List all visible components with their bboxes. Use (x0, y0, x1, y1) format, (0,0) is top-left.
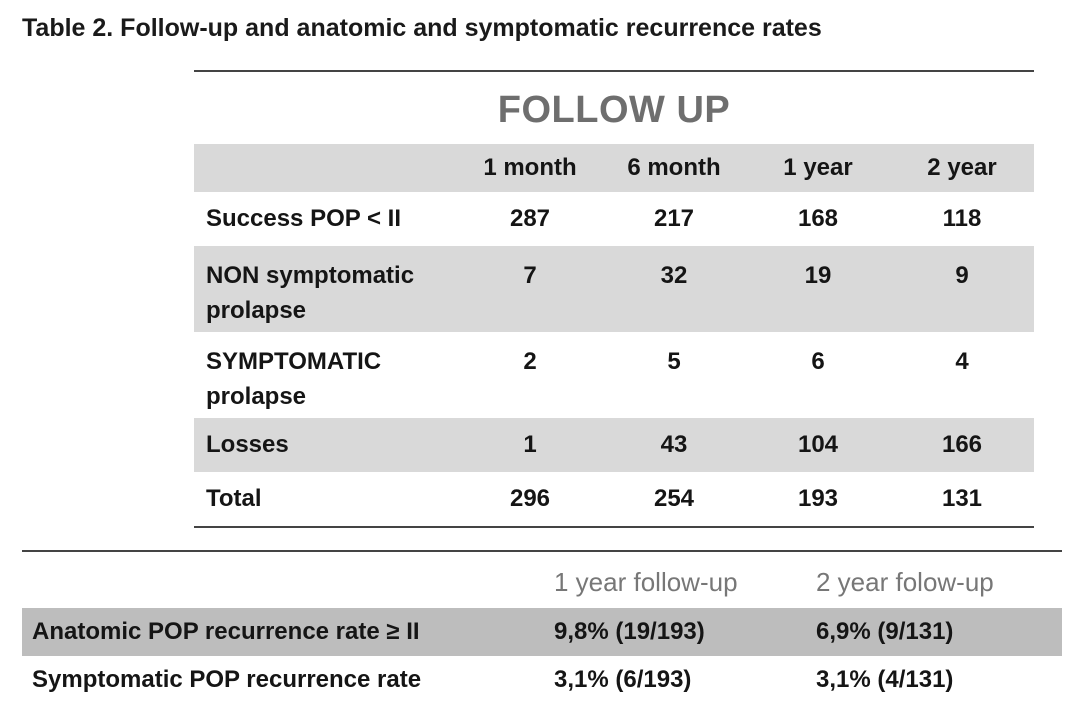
cell-value: 6 (811, 348, 825, 375)
row-label: SYMPTOMATIC prolapse (206, 348, 382, 410)
table-row (194, 246, 1034, 332)
cell-value: 2 (523, 348, 537, 375)
cell-value: 217 (653, 205, 695, 232)
cell-value: 5 (667, 348, 681, 375)
cell-value: 19 (804, 262, 832, 289)
cell-value: 296 (509, 485, 551, 512)
header-1-month: 1 month (483, 154, 577, 181)
table-row (194, 192, 1034, 246)
row-label: NON symptomatic prolapse (206, 262, 415, 324)
cell-value: 166 (941, 431, 983, 458)
table-caption: Table 2. Follow-up and anatomic and symptomatic recurrence rates (22, 14, 822, 42)
cell-value: 7 (523, 262, 537, 289)
cell-value: 287 (509, 205, 551, 232)
cell-value: 3,1% (4/131) (816, 666, 954, 693)
cell-value: 104 (797, 431, 839, 458)
header-2-year: 2 year (927, 154, 997, 181)
cell-value: 43 (660, 431, 688, 458)
cell-value: 6,9% (9/131) (816, 618, 954, 645)
row-label: Success POP < II (206, 205, 402, 232)
cell-value: 193 (797, 485, 839, 512)
cell-value: 1 (523, 431, 537, 458)
followup-title: FOLLOW UP (497, 89, 731, 131)
cell-value: 9,8% (19/193) (554, 618, 705, 645)
row-label: Total (206, 485, 262, 512)
recurrence-table (22, 550, 1062, 704)
header-2-year-follow-up: 2 year folow-up (816, 567, 994, 597)
cell-value: 9 (955, 262, 969, 289)
cell-value: 3,1% (6/193) (554, 666, 692, 693)
row-label: Losses (206, 431, 289, 458)
header-label-cell (22, 554, 530, 608)
cell-value: 4 (955, 348, 969, 375)
followup-header-row (194, 144, 1034, 192)
table-row (22, 656, 1062, 704)
cell-value: 168 (797, 205, 839, 232)
recurrence-header-row (22, 554, 1062, 608)
row-label: Anatomic POP recurrence rate ≥ II (32, 618, 420, 645)
header-1-year: 1 year (783, 154, 853, 181)
cell-value: 32 (660, 262, 688, 289)
cell-value: 254 (653, 485, 695, 512)
cell-value: 118 (942, 205, 982, 232)
header-label-cell (194, 144, 458, 192)
cell-value: 131 (941, 485, 983, 512)
row-label: Symptomatic POP recurrence rate (32, 666, 422, 693)
followup-table (194, 70, 1034, 528)
table-row (22, 608, 1062, 656)
top-rule (22, 550, 1062, 552)
table-row (194, 418, 1034, 472)
header-1-year-follow-up: 1 year follow-up (554, 567, 738, 597)
table-row (194, 332, 1034, 418)
table-row (194, 472, 1034, 528)
header-6-month: 6 month (627, 154, 721, 181)
